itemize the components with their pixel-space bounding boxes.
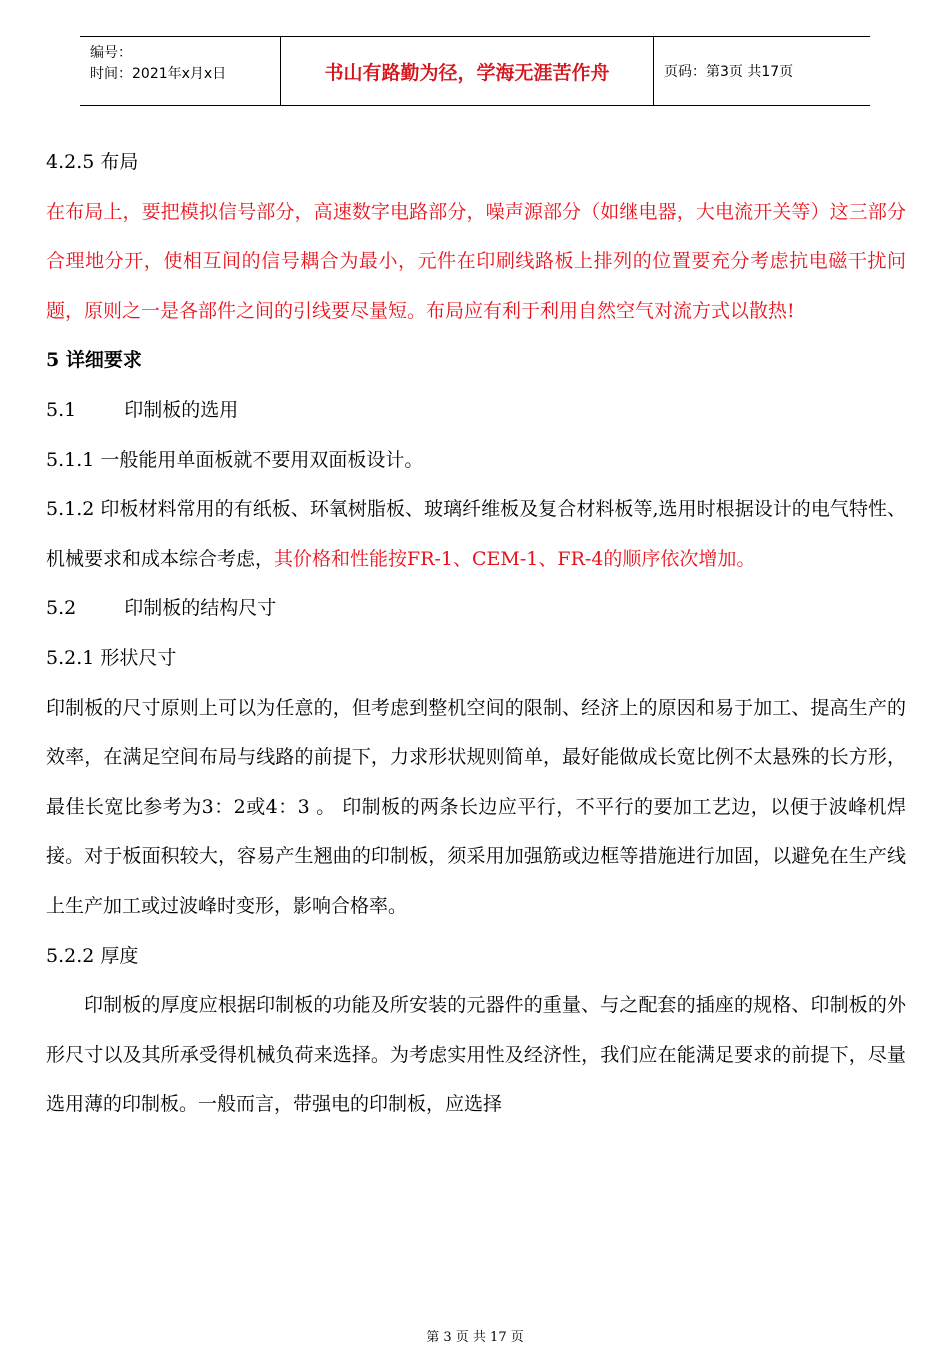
section-5-heading: 5 详细要求 — [46, 349, 142, 372]
time-label: 时间：2021年x月x日 — [90, 66, 227, 82]
document-header — [80, 36, 870, 106]
number-label: 编号： — [90, 45, 132, 61]
header-motto: 书山有路勤为径，学海无涯苦作舟 — [281, 37, 654, 105]
section-5-1-1: 5.1.1 一般能用单面板就不要用双面板设计。 — [46, 448, 424, 471]
section-4-2-5-body: 在布局上，要把模拟信号部分，高速数字电路部分，噪声源部分（如继电器，大电流开关等）这三部分合理地分开，使相互间的信号耦合为最小，元件在印刷线路板上排列的位置要充分考虑抗电磁干扰问题，原则之一是各部件之间的引线要尽量短。布局应有利于利用自然空气对流方式以散热! — [46, 200, 906, 322]
document-body — [46, 138, 906, 1130]
section-5-1-title: 印制板的选用 — [124, 398, 239, 421]
section-5-1-2-highlight: 其价格和性能按FR-1、CEM-1、FR-4的顺序依次增加。 — [274, 547, 756, 570]
section-5-1-2-text: 5.1.2 印板材料常用的有纸板、环氧树脂板、玻璃纤维板及复合材料板等,选用时根据设计的电气特性、机械要求和成本综合考虑， — [46, 498, 906, 570]
section-5-1-heading — [46, 386, 906, 436]
section-5-2-heading — [46, 584, 906, 634]
section-5-2-2-body: 印制板的厚度应根据印制板的功能及所安装的元器件的重量、与之配套的插座的规格、印制板的外形尺寸以及其所承受得机械负荷来选择。为考虑实用性及经济性，我们应在能满足要求的前提下，尽量选用薄的印制板。一般而言，带强电的印制板，应选择 — [46, 994, 906, 1116]
section-5-2-number: 5.2 — [46, 597, 77, 620]
section-5-1-2 — [46, 485, 906, 584]
header-page-info: 页码：第3页 共17页 — [664, 64, 794, 80]
page-footer: 第 3 页 共 17 页 — [426, 1330, 524, 1345]
section-5-2-title: 印制板的结构尺寸 — [124, 597, 277, 620]
header-meta-cell — [80, 37, 281, 105]
section-5-2-1-heading: 5.2.1 形状尺寸 — [46, 646, 177, 669]
section-4-2-5-heading: 4.2.5 布局 — [46, 151, 139, 173]
section-5-1-number: 5.1 — [46, 398, 77, 421]
section-5-2-1-body: 印制板的尺寸原则上可以为任意的，但考虑到整机空间的限制、经济上的原因和易于加工、提高生产的效率，在满足空间布局与线路的前提下，力求形状规则简单，最好能做成长宽比例不太悬殊的长方形，最佳长宽比参考为3：2或4：3 。 印制板的两条长边应平行，不平行的要加工艺边，以便于波峰机焊接。对于板面积较大，容易产生翘曲的印制板，须采用加强筋或边框等措施进行加固，以避免在生产线上生产加工或过波峰时变形，影响合格率。 — [46, 696, 906, 917]
section-5-2-2-heading: 5.2.2 厚度 — [46, 944, 139, 967]
